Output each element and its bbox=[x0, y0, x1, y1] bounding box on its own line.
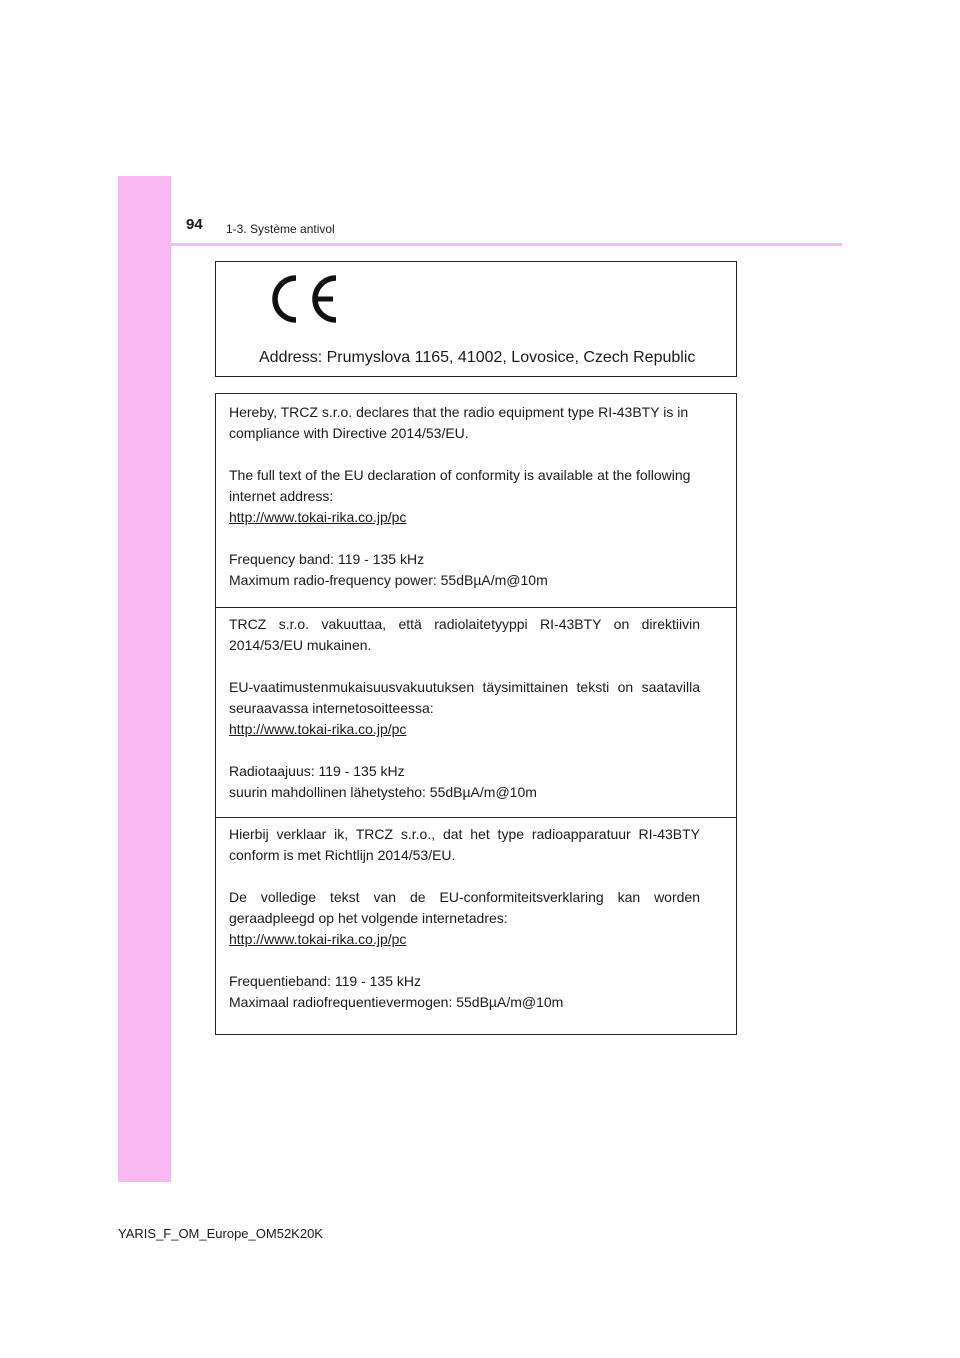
max-power: Maximum radio-frequency power: 55dBµA/m@10m bbox=[229, 572, 548, 588]
fulltext-intro: De volledige tekst van de EU-conformiteitsverklaring kan worden geraadpleegd op het volgende internetadres: bbox=[229, 889, 700, 926]
max-power: Maximaal radiofrequentievermogen: 55dBµA/m@10m bbox=[229, 994, 564, 1010]
declaration-dutch bbox=[216, 817, 736, 1034]
section-title: 1-3. Système antivol bbox=[226, 222, 335, 236]
declaration-url-link[interactable]: http://www.tokai-rika.co.jp/pc bbox=[229, 509, 407, 525]
manufacturer-address: Address: Prumyslova 1165, 41002, Lovosice, Czech Republic bbox=[259, 349, 696, 366]
document-code: YARIS_F_OM_Europe_OM52K20K bbox=[118, 1226, 323, 1241]
radio-specs bbox=[229, 971, 700, 1013]
fulltext-intro: EU-vaatimustenmukaisuusvakuutuksen täysimittainen teksti on saatavilla seuraavassa internetosoitteessa: bbox=[229, 679, 700, 716]
ce-marking-box bbox=[215, 261, 737, 377]
ce-mark-icon bbox=[266, 272, 340, 326]
page-number: 94 bbox=[186, 216, 203, 233]
declaration-fulltext bbox=[229, 887, 700, 950]
header-rule bbox=[118, 243, 842, 246]
declaration-fulltext bbox=[229, 465, 700, 528]
frequency-band: Radiotaajuus: 119 - 135 kHz bbox=[229, 763, 405, 779]
declaration-finnish bbox=[216, 607, 736, 817]
declaration-english bbox=[216, 394, 736, 607]
declaration-statement: Hierbij verklaar ik, TRCZ s.r.o., dat het type radioapparatuur RI-43BTY conform is met Richtlijn 2014/53/EU. bbox=[229, 826, 700, 863]
max-power: suurin mahdollinen lähetysteho: 55dBµA/m@10m bbox=[229, 784, 537, 800]
radio-specs bbox=[229, 549, 700, 591]
frequency-band: Frequentieband: 119 - 135 kHz bbox=[229, 973, 421, 989]
fulltext-intro: The full text of the EU declaration of conformity is available at the following internet address: bbox=[229, 467, 691, 504]
declaration-statement: Hereby, TRCZ s.r.o. declares that the radio equipment type RI-43BTY is in compliance with Directive 2014/53/EU. bbox=[229, 404, 689, 441]
declarations-box bbox=[215, 393, 737, 1035]
frequency-band: Frequency band: 119 - 135 kHz bbox=[229, 551, 425, 567]
declaration-url-link[interactable]: http://www.tokai-rika.co.jp/pc bbox=[229, 931, 407, 947]
declaration-statement: TRCZ s.r.o. vakuuttaa, että radiolaitetyyppi RI-43BTY on direktiivin 2014/53/EU mukainen. bbox=[229, 616, 700, 653]
side-tab bbox=[118, 176, 171, 1182]
declaration-url-link[interactable]: http://www.tokai-rika.co.jp/pc bbox=[229, 721, 407, 737]
declaration-fulltext bbox=[229, 677, 700, 740]
radio-specs bbox=[229, 761, 700, 803]
